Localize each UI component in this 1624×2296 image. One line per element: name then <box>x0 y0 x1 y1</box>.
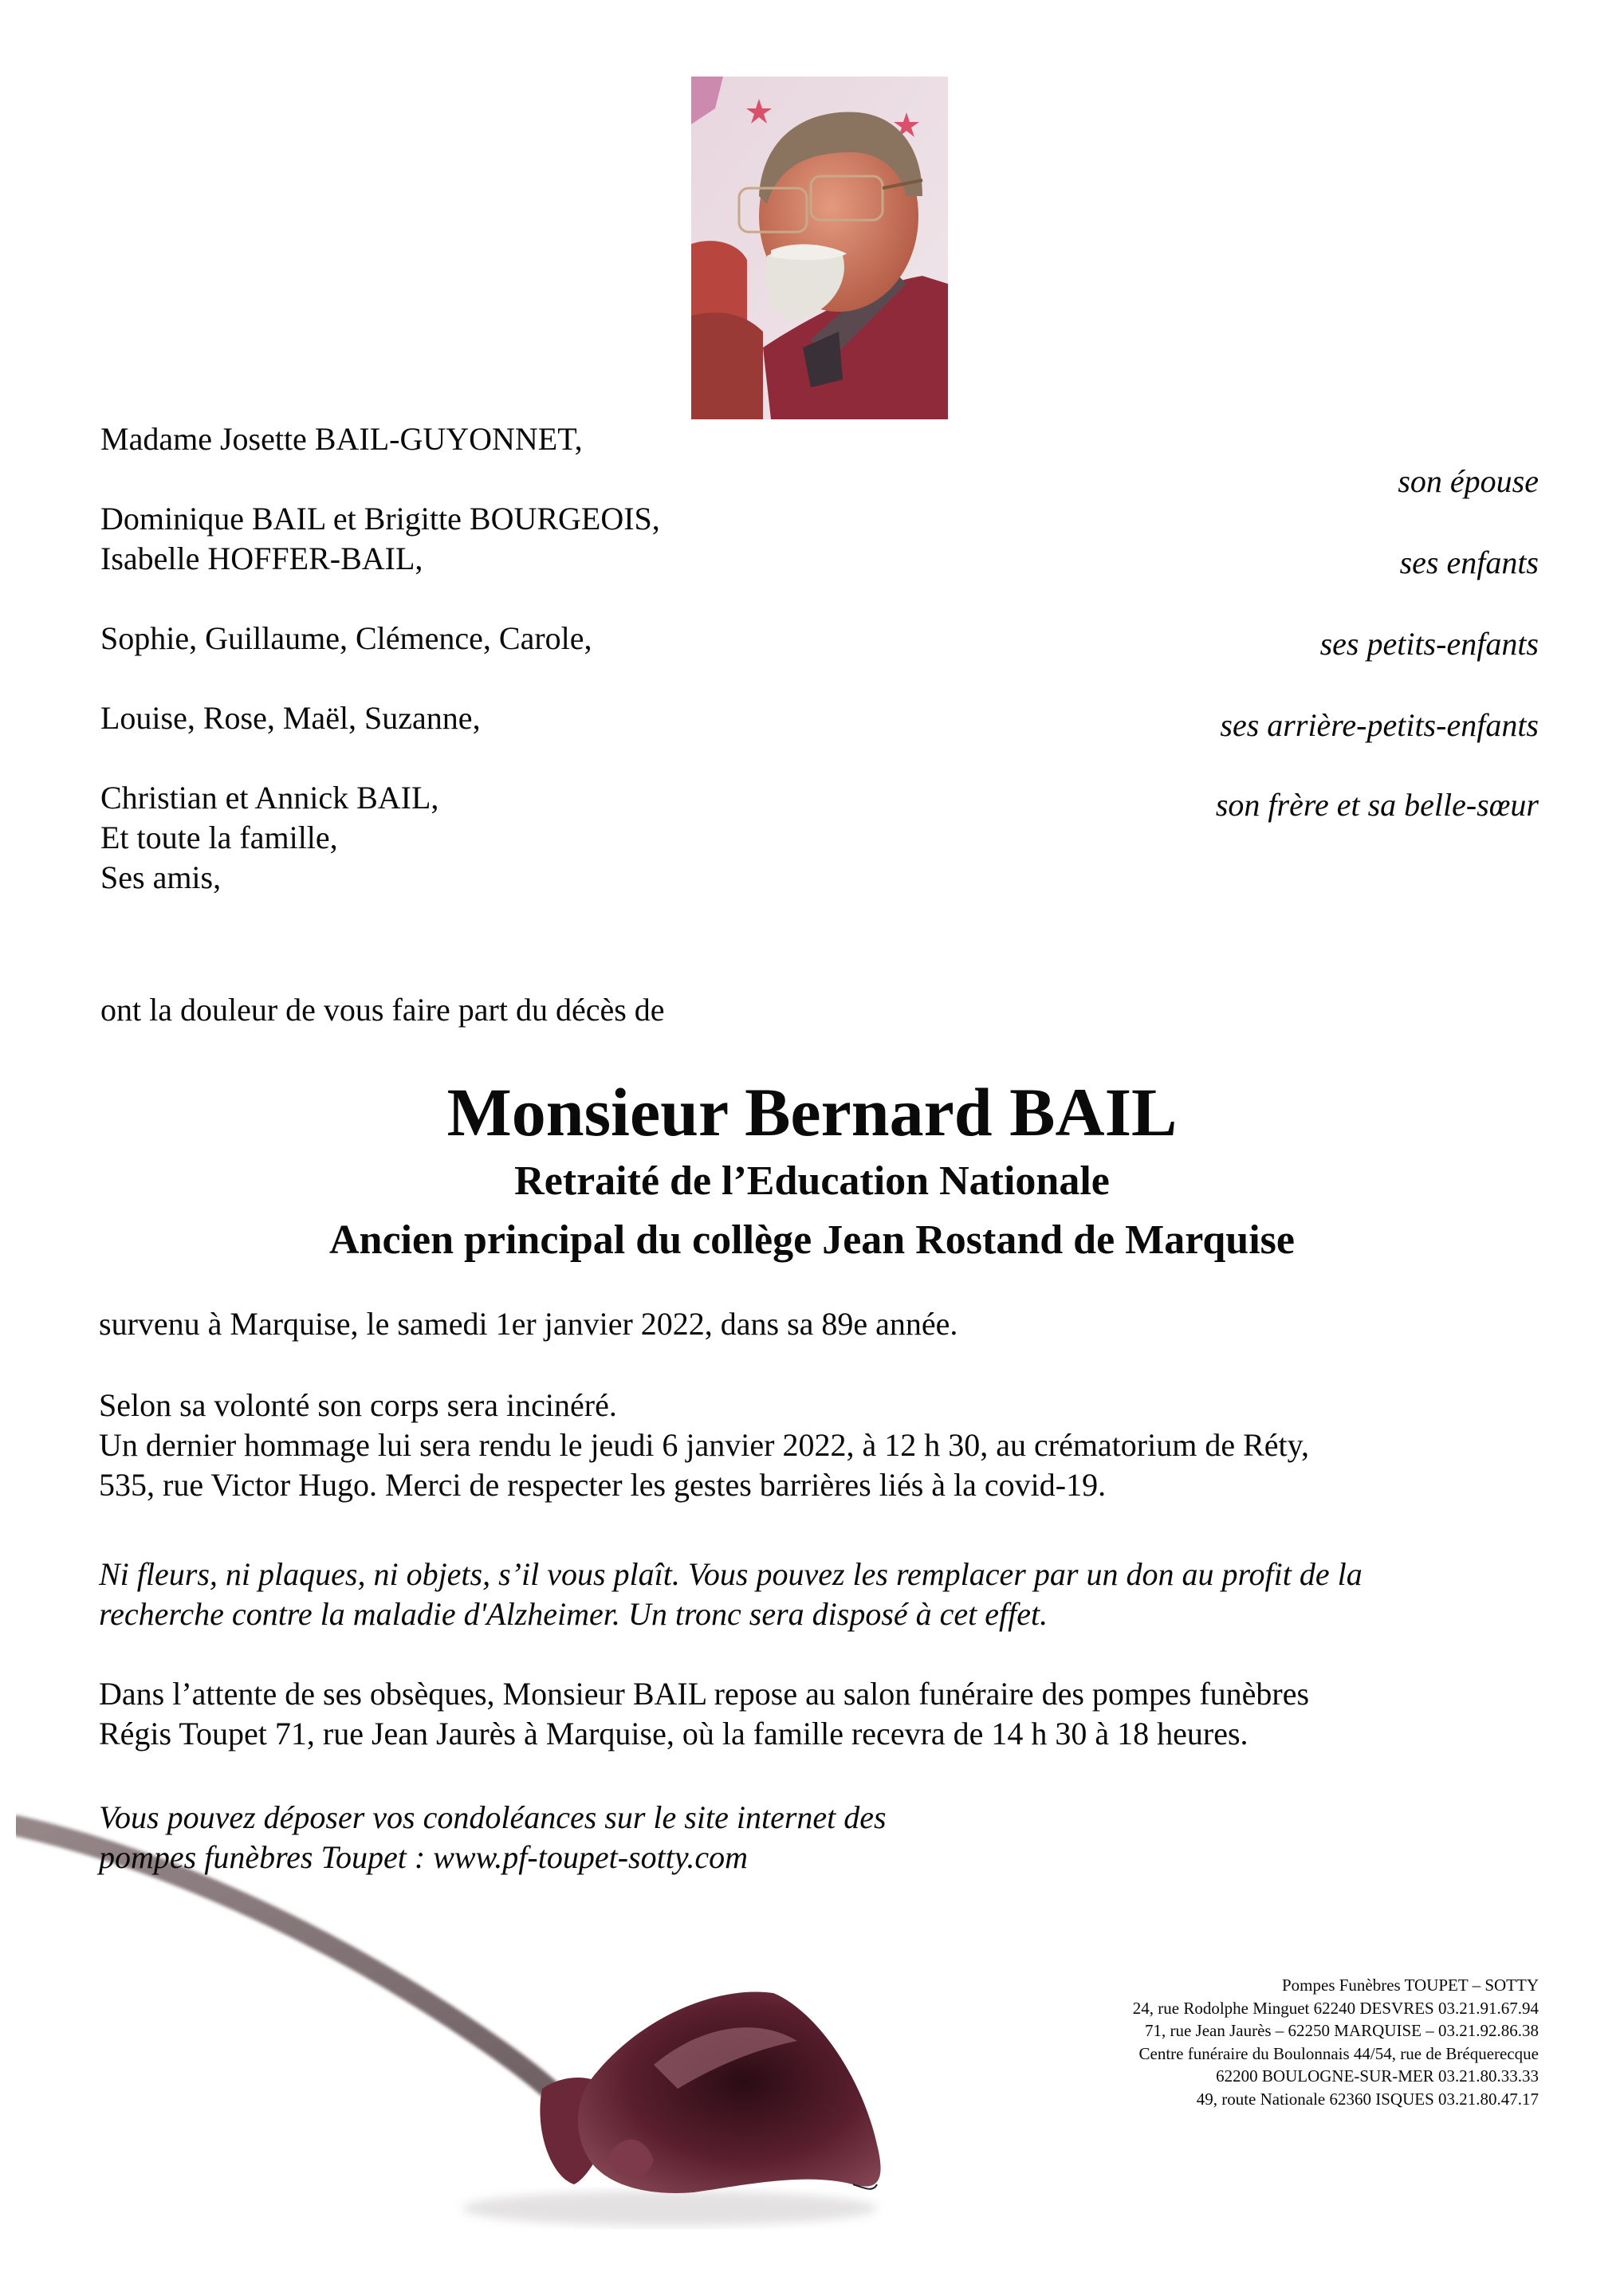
donations-line: recherche contre la maladie d'Alzheimer. Un tronc sera disposé à cet effet. <box>99 1596 1048 1632</box>
condolences-line: pompes funèbres Toupet : www.pf-toupet-sotty.com <box>99 1839 749 1875</box>
ceremony-line: Selon sa volonté son corps sera incinéré. <box>99 1387 617 1423</box>
family-member: Louise, Rose, Maël, Suzanne, <box>100 700 481 736</box>
ceremony-line: Un dernier hommage lui sera rendu le jeudi 6 janvier 2022, à 12 h 30, au crématorium de Réty, <box>99 1427 1310 1463</box>
donations-line: Ni fleurs, ni plaques, ni objets, s’il vous plaît. Vous pouvez les remplacer par un don au profit de la <box>99 1556 1363 1592</box>
family-list <box>100 419 660 898</box>
family-member: Isabelle HOFFER-BAIL, <box>100 541 423 576</box>
funeral-home-address <box>1133 1974 1539 2110</box>
relation-label: ses arrière-petits-enfants <box>1220 707 1539 743</box>
address-line: 49, route Nationale 62360 ISQUES 03.21.80.47.17 <box>1196 2089 1539 2109</box>
address-line: Centre funéraire du Boulonnais 44/54, rue de Bréquerecque <box>1138 2043 1539 2063</box>
visitation-line: Régis Toupet 71, rue Jean Jaurès à Marquise, où la famille recevra de 14 h 30 à 18 heures. <box>99 1716 1248 1751</box>
relation-label: son frère et sa belle-sœur <box>1215 787 1539 823</box>
family-member: Christian et Annick BAIL, <box>100 780 439 816</box>
funeral-home-name: Pompes Funèbres TOUPET – SOTTY <box>1281 1976 1539 1995</box>
ceremony-paragraph <box>99 1386 1309 1505</box>
family-member: Et toute la famille, <box>100 820 338 855</box>
condolences-paragraph <box>99 1798 887 1877</box>
address-line: 62200 BOULOGNE-SUR-MER 03.21.80.33.33 <box>1216 2066 1539 2086</box>
relation-label: son épouse <box>1398 463 1539 499</box>
deceased-name: Monsieur Bernard BAIL <box>446 1074 1178 1150</box>
announcement-intro: ont la douleur de vous faire part du décès de <box>100 992 665 1028</box>
visitation-paragraph <box>99 1674 1309 1754</box>
portrait-photo <box>691 77 948 419</box>
family-member: Sophie, Guillaume, Clémence, Carole, <box>100 620 592 656</box>
donations-paragraph <box>99 1555 1363 1634</box>
condolences-line: Vous pouvez déposer vos condoléances sur le site internet des <box>99 1799 887 1835</box>
address-line: 24, rue Rodolphe Minguet 62240 DESVRES 03.21.91.67.94 <box>1132 1998 1539 2018</box>
death-notice: survenu à Marquise, le samedi 1er janvier 2022, dans sa 89e année. <box>99 1306 958 1342</box>
visitation-line: Dans l’attente de ses obsèques, Monsieur BAIL repose au salon funéraire des pompes funèbres <box>99 1676 1310 1712</box>
portrait-illustration <box>691 77 948 419</box>
family-member: Madame Josette BAIL-GUYONNET, <box>100 421 583 457</box>
deceased-title-1: Retraité de l’Education Nationale <box>514 1158 1110 1204</box>
address-line: 71, rue Jean Jaurès – 62250 MARQUISE – 03.21.92.86.38 <box>1144 2021 1539 2040</box>
family-member: Ses amis, <box>100 859 222 895</box>
deceased-block <box>0 1072 1624 1270</box>
ceremony-line: 535, rue Victor Hugo. Merci de respecter les gestes barrières liés à la covid-19. <box>99 1467 1107 1503</box>
relation-label: ses enfants <box>1399 545 1539 580</box>
deceased-title-2: Ancien principal du collège Jean Rostand de Marquise <box>328 1217 1295 1263</box>
family-member: Dominique BAIL et Brigitte BOURGEOIS, <box>100 501 660 537</box>
relation-label: ses petits-enfants <box>1319 626 1539 662</box>
